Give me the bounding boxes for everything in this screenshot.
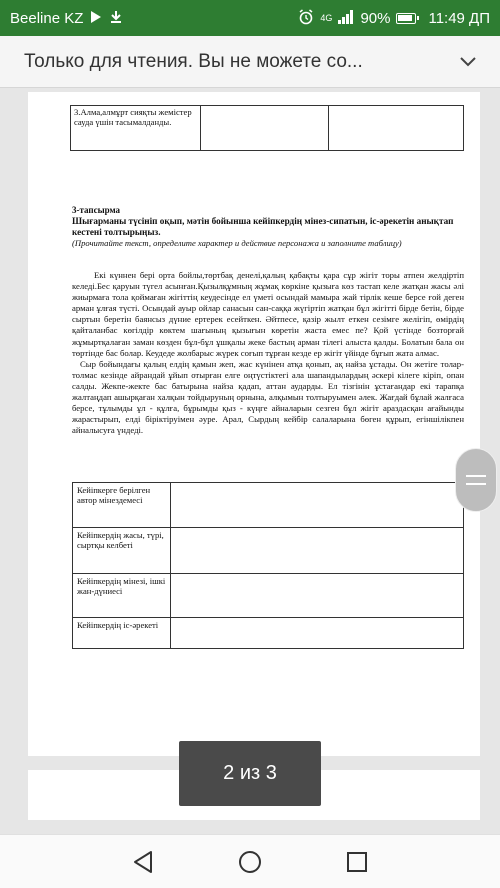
play-icon [91,10,101,26]
recents-icon[interactable] [342,847,372,877]
row-label: Кейіпкердің мінезі, ішкі жан-дүниесі [73,574,171,617]
battery-icon [396,13,416,24]
paragraph: Екі күннен бері орта бойлы,төртбақ денелі,қалың қабақты қара сұр жігіт торы атпен желдіртіп келеді.Бес қаруын түгел асынған.Қызылқұмның жұмақ көркіне қызыға көз тастап келе жатқан жасы әлі жиырмаға тола қоймаған жігіттің кеудесінде ел үметі осындай мамыра жай тірлік кеше берсе ғой деген арман ұлғая түсті. Осындай ауыр ойлар санасын сан-саққа жүгіртіп жатқан бұл жігітті бірде бетін, бірде сыртын беретін баянсыз дүние ертерек есейткен. Әйтпесе, қазір жылт еткен сезімге желігіп, өмірдің қайталанбас көгілдір көктем шағының қызығын көретін жаста емес пе? Қой үстінде бозторғай жұмыртқалаған заман көзден бұл-бұл ұшқалы жеке бастың арман тілегі алыста қалды. Болатын бала он төртінде бас болар. Кеудеде жолбарыс жүрек соғып тұрған кезде ер жігіт үйінде бұғып жата алмас. [72,270,464,358]
paragraph: Сыр бойындағы қалың елдің қамын жеп, жас күнінен атқа қонып, ақ найза ұстады. Он жетіге толар-толмас кезінде айрандай ұйып отырған елге оңтүстіктегі ала шапандылардың әскері кілеге кіріп, опан салды. Жекпе-жекте бас батырына найза қадап, аттан аударды. Ел тізгінін ұстағандар екі тарапқа жалтаңдап ашырқаған халқын тойдыруның орнына, алқымын толтыруымен әлек. Жағдай бұлай жалғаса берсе, тұлымды ұл - құлға, бұрымды қыз - күңге айналарын сезген бұл жігіт араздасқан ағайынды жарастырып, елді біріктіруімен әуре. Арал, Сырдың кейбір салаларына бөген құрып, егіншілікпен айналысуға үндеді. [72,358,464,436]
document-title: Только для чтения. Вы не можете со... [24,50,363,72]
navigation-bar [0,834,500,888]
row-value [171,528,463,573]
table-row [73,618,463,648]
home-icon[interactable] [235,847,265,877]
character-table [72,482,464,649]
story-text [72,270,464,436]
signal-icon [338,10,354,27]
table-row [73,528,463,574]
table-cell [329,106,463,150]
alarm-icon [298,9,314,28]
status-bar [0,0,500,36]
row-label: Кейіпкердің іс-әрекеті [73,618,171,648]
table-row [73,574,463,618]
chevron-down-icon[interactable] [454,48,482,76]
app-bar [0,36,500,88]
download-icon [109,10,123,27]
task-header [72,205,464,249]
task-instruction-ru: (Прочитайте текст, определите характер и действие персонажа и заполните таблицу) [72,238,402,248]
carrier-name: Beeline KZ [10,9,84,27]
row-label: Кейіпкердің жасы, түрі, сыртқы келбеті [73,528,171,573]
grip-line [466,475,486,477]
row-label: Кейіпкерге берілген автор мінездемесі [73,483,171,527]
row-value [171,483,463,527]
table-cell: 3.Алма,алмұрт сияқты жемістер сауда үшін тасымалданды. [71,106,201,150]
row-value [171,574,463,617]
page-indicator: 2 из 3 [179,741,321,806]
table-row [73,483,463,528]
task-title: Шығарманы түсініп оқып, мәтін бойынша кейіпкердің мінез-сипатын, іс-әрекетін анықтап [72,216,454,226]
top-table [70,105,464,151]
grip-line [466,483,486,485]
document-page [28,92,480,756]
table-cell [201,106,329,150]
task-label: 3-тапсырма [72,205,121,215]
clock: 11:49 ДП [428,9,490,27]
battery-level: 90% [360,9,391,27]
scroll-handle[interactable] [455,448,497,512]
task-title-cont: кестені толтырыңыз. [72,227,161,237]
row-value [171,618,463,648]
network-type: 4G [320,13,333,23]
back-icon[interactable] [128,847,158,877]
